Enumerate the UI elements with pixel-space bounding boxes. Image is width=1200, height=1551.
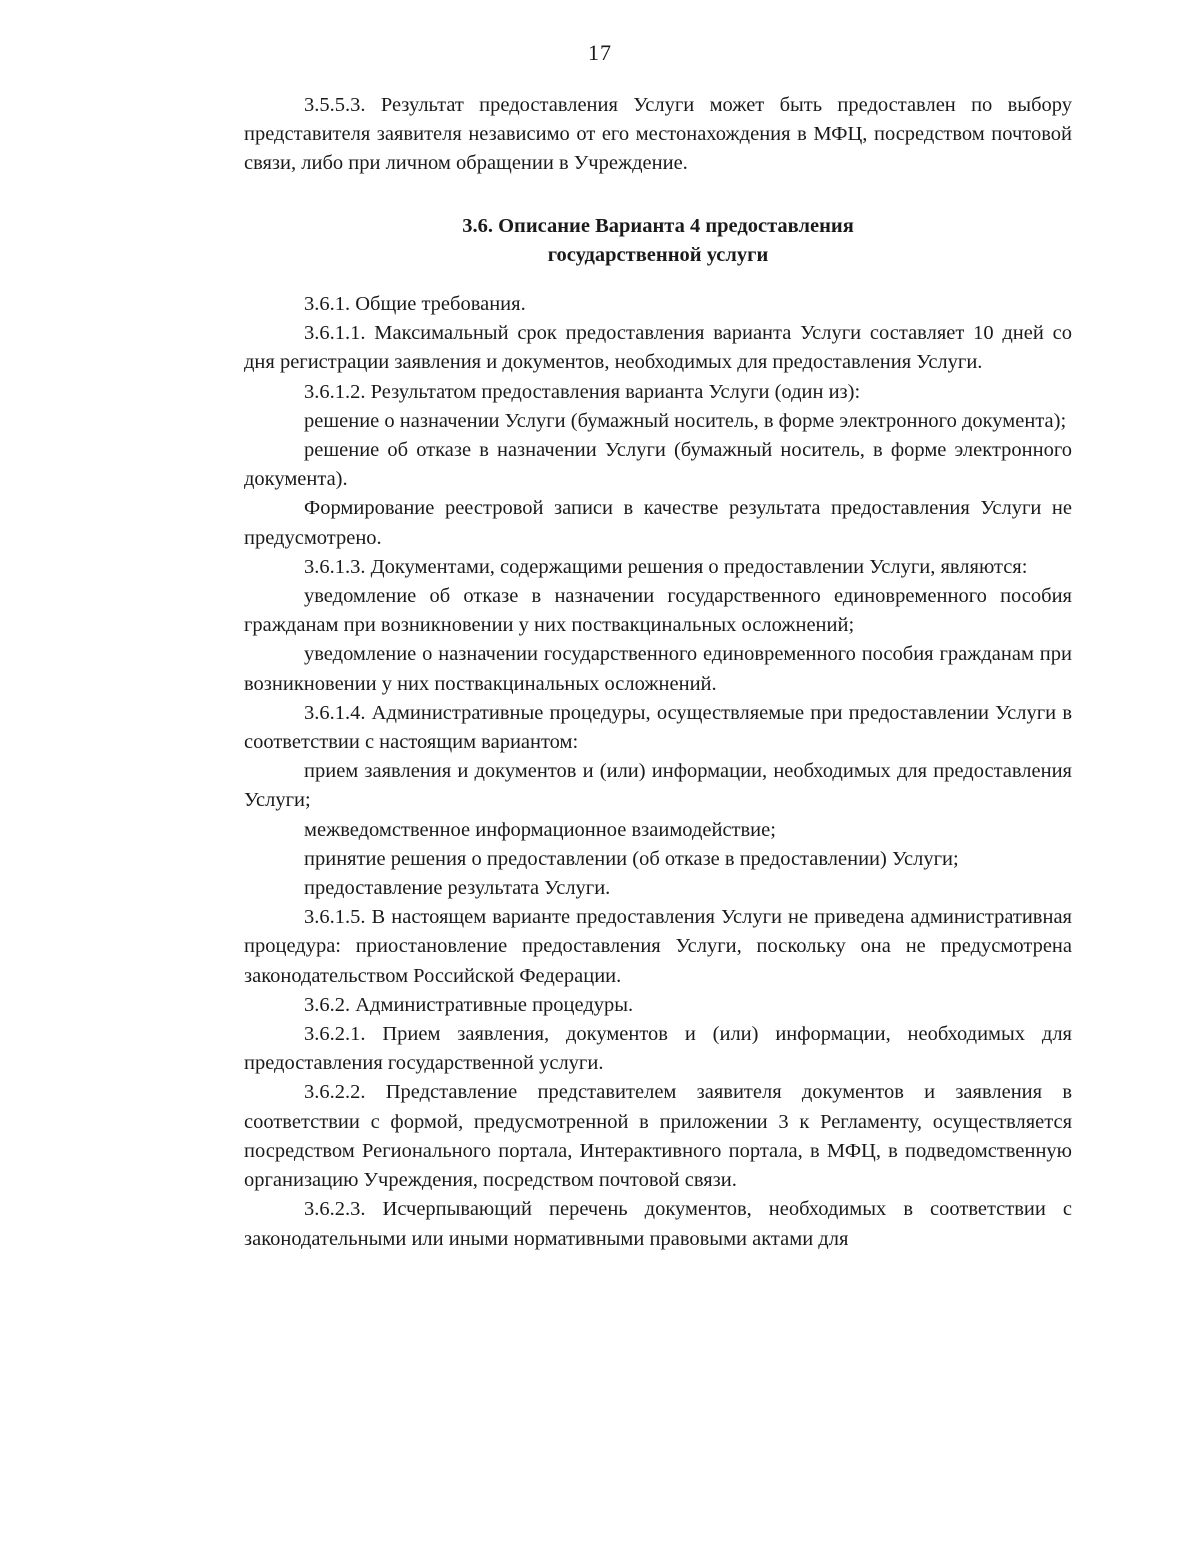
paragraph: уведомление о назначении государственного единовременного пособия гражданам при возникновении у них поствакцинальных осложнений.: [244, 643, 1072, 695]
paragraph: принятие решения о предоставлении (об отказе в предоставлении) Услуги;: [304, 847, 959, 870]
paragraph: 3.6.2.2. Представление представителем заявителя документов и заявления в соответствии с формой, предусмотренной в приложении 3 к Регламенту, осуществляется посредством Регионального портала, Интерактивного портала, в МФЦ, в подведомственную организацию Учреждения, посредством почтовой связи.: [244, 1081, 1072, 1192]
intro-paragraph: 3.5.5.3. Результат предоставления Услуги может быть предоставлен по выбору представителя заявителя независимо от его местонахождения в МФЦ, посредством почтовой связи, либо при личном обращении в Учреждение.: [244, 94, 1072, 175]
paragraph: прием заявления и документов и (или) информации, необходимых для предоставления Услуги;: [244, 760, 1072, 812]
paragraph: 3.6.1.1. Максимальный срок предоставления варианта Услуги составляет 10 дней со дня регистрации заявления и документов, необходимых для предоставления Услуги.: [244, 322, 1072, 374]
paragraph: 3.6.1.3. Документами, содержащими решения о предоставлении Услуги, являются:: [304, 555, 1028, 578]
section-heading-line-1: 3.6. Описание Варианта 4 предоставления: [462, 215, 854, 237]
paragraph: решение о назначении Услуги (бумажный носитель, в форме электронного документа);: [304, 409, 1067, 432]
intro-section: [244, 91, 1072, 179]
paragraph: решение об отказе в назначении Услуги (бумажный носитель, в форме электронного документа).: [244, 439, 1072, 491]
paragraph: 3.6.1.2. Результатом предоставления варианта Услуги (один из):: [304, 380, 861, 403]
paragraph: Формирование реестровой записи в качестве результата предоставления Услуги не предусмотрено.: [244, 497, 1072, 549]
paragraph: 3.6.2. Административные процедуры.: [304, 993, 634, 1016]
section-heading: [244, 212, 1072, 270]
paragraph: 3.6.1.5. В настоящем варианте предоставления Услуги не приведена административная процедура: приостановление предоставления Услуги, поскольку она не предусмотрена законодательством Российской Федерации.: [244, 906, 1072, 987]
paragraph: 3.6.1.4. Административные процедуры, осуществляемые при предоставлении Услуги в соответствии с настоящим вариантом:: [244, 701, 1072, 754]
paragraph: уведомление об отказе в назначении государственного единовременного пособия гражданам при возникновении у них поствакцинальных осложнений;: [244, 585, 1072, 637]
paragraph: 3.6.2.3. Исчерпывающий перечень документов, необходимых в соответствии с законодательными или иными нормативными правовыми актами для: [244, 1198, 1072, 1250]
paragraph: 3.6.1. Общие требования.: [304, 293, 526, 315]
paragraph: межведомственное информационное взаимодействие;: [304, 818, 776, 841]
section-body: [244, 290, 1072, 1254]
paragraph: предоставление результата Услуги.: [304, 877, 611, 900]
page-number: 17: [588, 40, 612, 65]
section-heading-line-2: государственной услуги: [547, 244, 769, 266]
paragraph: 3.6.2.1. Прием заявления, документов и (или) информации, необходимых для предоставления государственной услуги.: [244, 1023, 1072, 1075]
